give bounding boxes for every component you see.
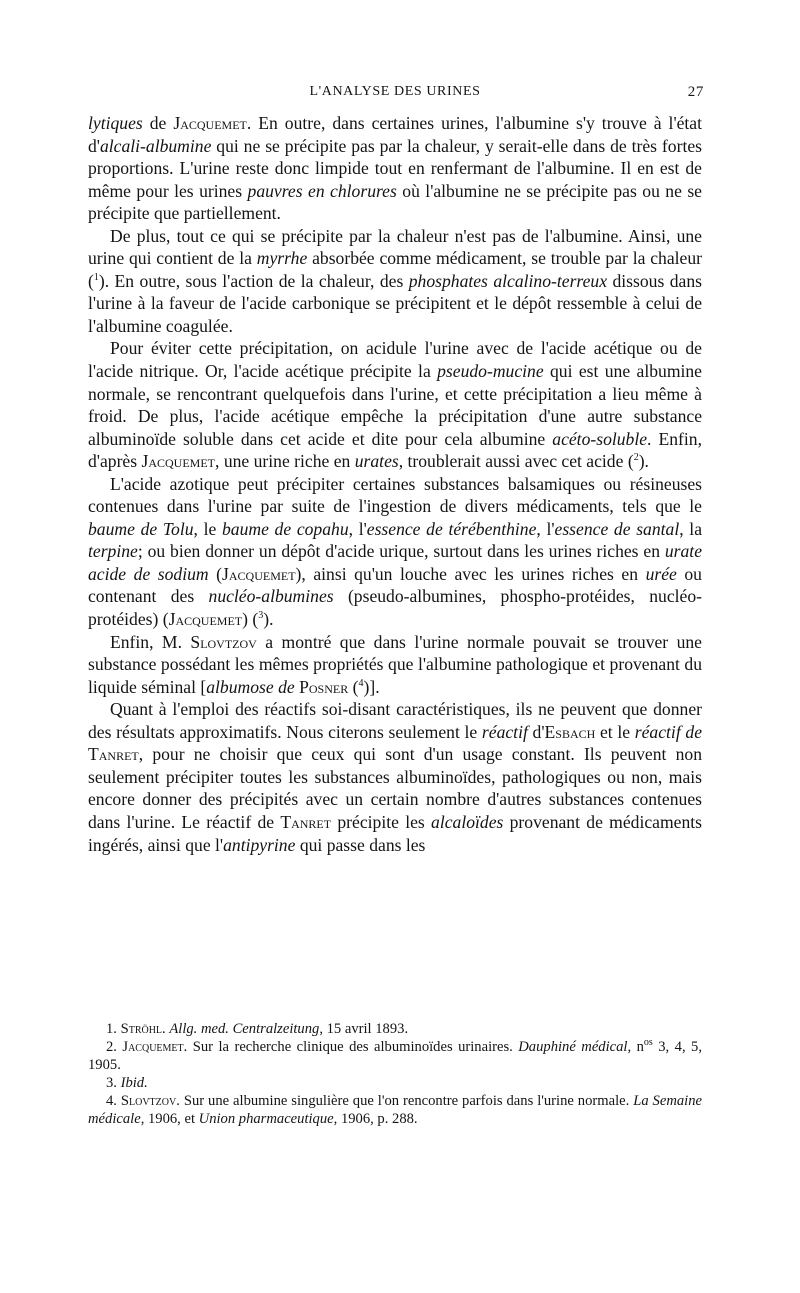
footnote-4: 4. Slovtzov. Sur une albumine singulière que l'on rencontre parfois dans l'urine normale. La Semaine médicale, 1906, et Union pharmaceutique, 1906, p. 288. (88, 1093, 702, 1127)
footnote-ref: 3 (258, 610, 264, 622)
footnote-ref: 4 (358, 677, 364, 689)
paragraph-4: L'acide azotique peut précipiter certaines substances balsamiques ou résineuses contenues dans l'urine par suite de l'ingestion de divers médicaments, tels que le baume de Tolu, le baume de copahu, l'essence de térébenthine, l'essence de santal, la terpine; ou bien donner un dépôt d'acide urique, surtout dans les urines riches en urate acide de sodium (Jacquemet), ainsi qu'un louche avec les urines riches en urée ou contenant des nucléo-albumines (pseudo-albumines, phospho-protéides, nucléo-protéides) (Jacquemet) ($^3$). (88, 473, 703, 630)
running-head (88, 84, 702, 100)
author-name: Jacquemet (173, 113, 247, 133)
footnote-2: 2. Jacquemet. Sur la recherche clinique des albuminoïdes urinaires. Dauphiné médical, $n^{os}$ 3, 4, 5, 1905. (88, 1037, 703, 1073)
author-name: Jacquemet (168, 609, 243, 630)
footnote-1: 1. Ströhl. Allg. med. Centralzeitung, 15 avril 1893. (106, 1021, 409, 1037)
paragraph-1: lytiques de Jacquemet. En outre, dans certaines urines, l'albumine s'y trouve à l'état d'alcali-albumine qui ne se précipite pas par la chaleur, y serait-elle dans de très fortes proportions. L'urine reste donc limpide tout en renfermant de l'albumine. Il en est de même pour les urines pauvres en chlorures où l'albumine ne se précipite pas ou ne se précipite que partiellement. (88, 113, 703, 224)
paragraph-6: Quant à l'emploi des réactifs soi-disant caractéristiques, ils ne peuvent que donner des résultats approximatifs. Nous citerons seulement le réactif d'Esbach et le réactif de Tanret, pour ne choisir que ceux qui sont d'un usage constant. Ils peuvent non seulement précipiter toutes les substances albuminoïdes, pathologiques ou non, mais encore donner des précipités avec un certain nombre d'autres substances contenues dans l'urine. Le réactif de Tanret précipite les alcaloïdes provenant de médicaments ingérés, ainsi que l'antipyrine qui passe dans les (88, 699, 703, 855)
page-number: 27 (687, 84, 704, 100)
author-name: Slovtzov (120, 1093, 177, 1109)
author-name: Jacquemet (122, 1039, 184, 1055)
footnote-ref: 1 (93, 271, 99, 283)
paragraph-2: De plus, tout ce qui se précipite par la chaleur n'est pas de l'albumine. Ainsi, une urine qui contient de la myrrhe absorbée comme médicament, se trouble par la chaleur ($^1$). En outre, sous l'action de la chaleur, des phosphates alcalino-terreux dissous dans l'urine à la faveur de l'acide carbonique se précipitent et le dépôt ressemble à celui de l'albumine coagulée. (88, 225, 702, 336)
author-name: Tanret (88, 744, 139, 765)
footnote-ref: 2 (633, 452, 639, 464)
author-name: Jacquemet (222, 563, 296, 584)
paragraph-3: Pour éviter cette précipitation, on acidule l'urine avec de l'acide acétique ou de l'acide nitrique. Or, l'acide acétique précipite la pseudo-mucine qui est une albumine normale, se rencontrant quelquefois dans l'urine, et cette précipitation a lieu même à froid. De plus, l'acide acétique empêche la précipitation d'une autre substance albuminoïde soluble dans cet acide et dite pour cela albumine acéto-soluble. Enfin, d'après Jacquemet, une urine riche en urates, troublerait aussi avec cet acide ($^2$). (88, 338, 702, 472)
running-title: L'ANALYSE DES URINES (309, 84, 481, 99)
author-name: Slovtzov (190, 631, 257, 652)
author-name: Tanret (280, 811, 332, 832)
author-name: Posner (299, 676, 349, 697)
author-name: Esbach (544, 721, 596, 742)
footnote-3: 3. Ibid. (106, 1075, 148, 1091)
author-name: Ströhl (120, 1021, 163, 1037)
paragraph-5: Enfin, M. Slovtzov a montré que dans l'urine normale pouvait se trouver une substance possédant les mêmes propriétés que l'albumine pathologique et provenant du liquide séminal [albumose de Posner ($^4$)]. (88, 631, 702, 697)
author-name: Jacquemet (141, 451, 216, 472)
footnotes (88, 1020, 702, 1128)
body-text (88, 112, 702, 856)
